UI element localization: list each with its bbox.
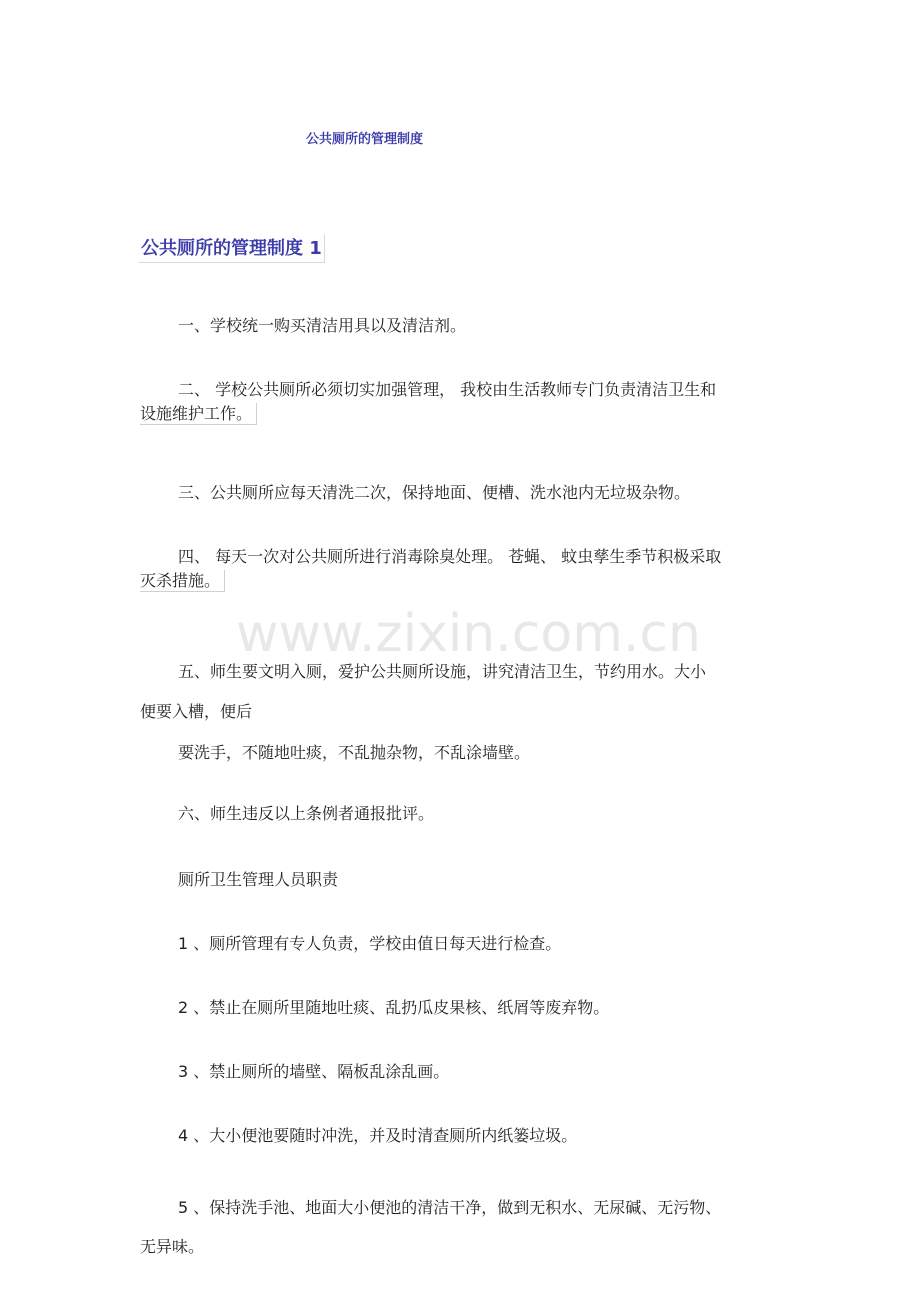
watermark: www.zixin.com.cn [236, 604, 701, 664]
paragraph-line: 无异味。 [140, 1237, 205, 1256]
document-title: 公共厕所的管理制度 [306, 132, 424, 147]
paragraph-line: 灭杀措施。 [140, 570, 225, 592]
paragraph-5 [140, 652, 790, 732]
paragraph-7 [140, 802, 790, 826]
paragraph-line: 五、师生要文明入厕，爱护公共厕所设施，讲究清洁卫生，节约用水。大小 [178, 662, 707, 681]
duty-item-2 [140, 996, 790, 1020]
paragraph-3 [140, 481, 790, 505]
paragraph-line: 便要入槽，便后 [140, 702, 253, 721]
paragraph-line: 2 、禁止在厕所里随地吐痰、乱扔瓜皮果核、纸屑等废弃物。 [178, 998, 610, 1017]
duty-item-4 [140, 1124, 790, 1148]
paragraph-line: 要洗手，不随地吐痰，不乱抛杂物，不乱涂墙壁。 [178, 743, 531, 762]
subheading-staff-duties [140, 868, 790, 892]
paragraph-line: 3 、禁止厕所的墙壁、隔板乱涂乱画。 [178, 1062, 450, 1081]
paragraph-line: 设施维护工作。 [140, 403, 257, 425]
paragraph-line: 三、公共厕所应每天清洗二次，保持地面、便槽、洗水池内无垃圾杂物。 [178, 483, 691, 502]
duty-item-5 [140, 1188, 790, 1266]
paragraph-2 [140, 378, 790, 426]
section-heading: 公共厕所的管理制度 1 [139, 234, 325, 263]
paragraph-line: 六、师生违反以上条例者通报批评。 [178, 804, 435, 823]
paragraph-line: 厕所卫生管理人员职责 [178, 870, 339, 889]
paragraph-line: 四、 每天一次对公共厕所进行消毒除臭处理。 苍蝇、 蚊虫孳生季节积极采取 [178, 547, 722, 566]
paragraph-line: 1 、厕所管理有专人负责，学校由值日每天进行检查。 [178, 934, 562, 953]
duty-item-3 [140, 1060, 790, 1084]
paragraph-line: 一、学校统一购买清洁用具以及清洁剂。 [178, 316, 467, 335]
paragraph-line: 二、 学校公共厕所必须切实加强管理， 我校由生活教师专门负责清洁卫生和 [178, 380, 717, 399]
duty-item-1 [140, 932, 790, 956]
paragraph-6 [140, 741, 790, 765]
paragraph-1 [140, 314, 790, 338]
paragraph-line: 5 、保持洗手池、地面大小便池的清洁干净，做到无积水、无尿碱、无污物、 [178, 1198, 722, 1217]
paragraph-line: 4 、大小便池要随时冲洗，并及时清查厕所内纸篓垃圾。 [178, 1126, 578, 1145]
paragraph-4 [140, 545, 790, 593]
